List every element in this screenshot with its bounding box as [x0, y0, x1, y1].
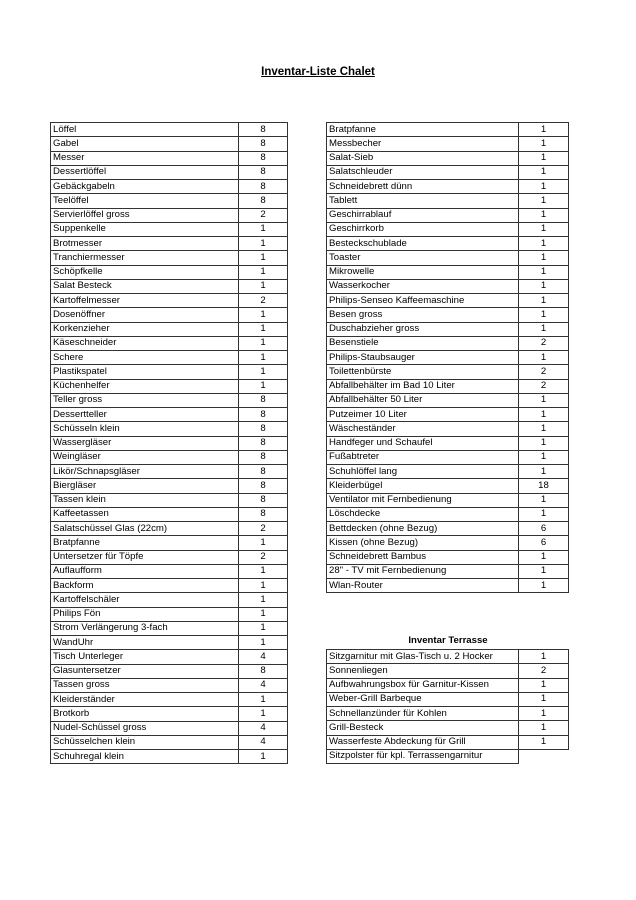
table-row [327, 237, 569, 251]
item-quantity [519, 749, 569, 763]
item-quantity: 1 [519, 308, 569, 322]
item-name: Besenstiele [327, 336, 519, 350]
table-row [327, 265, 569, 279]
table-row [327, 308, 569, 322]
table-row [327, 351, 569, 365]
item-name: Teller gross [51, 393, 239, 407]
table-row [51, 408, 288, 422]
item-quantity: 1 [519, 279, 569, 293]
table-row [51, 607, 288, 621]
item-quantity: 2 [239, 550, 288, 564]
item-quantity: 8 [239, 436, 288, 450]
item-name: Weingläser [51, 450, 239, 464]
table-row [51, 436, 288, 450]
item-name: Tablett [327, 194, 519, 208]
terrace-heading: Inventar Terrasse [408, 635, 488, 646]
item-name: Putzeimer 10 Liter [327, 408, 519, 422]
table-row [327, 194, 569, 208]
table-row [51, 750, 288, 764]
table-row [327, 151, 569, 165]
item-name: Gebäckgabeln [51, 180, 239, 194]
table-row [51, 137, 288, 151]
item-quantity: 2 [239, 208, 288, 222]
item-quantity: 1 [239, 536, 288, 550]
item-name: Schneidebrett Bambus [327, 550, 519, 564]
item-quantity: 1 [519, 550, 569, 564]
item-quantity: 8 [239, 479, 288, 493]
item-quantity: 1 [519, 436, 569, 450]
item-name: 28" - TV mit Fernbedienung [327, 564, 519, 578]
item-quantity: 8 [239, 137, 288, 151]
item-quantity: 1 [239, 636, 288, 650]
table-row [327, 450, 569, 464]
table-row [327, 123, 569, 137]
table-row [51, 678, 288, 692]
item-quantity: 1 [239, 579, 288, 593]
item-quantity: 1 [519, 692, 569, 706]
item-quantity: 2 [519, 365, 569, 379]
item-name: Kleiderständer [51, 693, 239, 707]
table-row [51, 465, 288, 479]
item-name: Schuhlöffel lang [327, 465, 519, 479]
item-quantity: 1 [519, 650, 569, 664]
item-name: Schüsseln klein [51, 422, 239, 436]
item-quantity: 1 [239, 621, 288, 635]
table-row [51, 564, 288, 578]
item-name: Backform [51, 579, 239, 593]
item-name: Messbecher [327, 137, 519, 151]
item-quantity: 1 [519, 393, 569, 407]
item-name: Wlan-Router [327, 579, 519, 593]
table-row [327, 137, 569, 151]
item-name: Kissen (ohne Bezug) [327, 536, 519, 550]
item-quantity: 8 [239, 450, 288, 464]
table-row [327, 493, 569, 507]
item-quantity: 8 [239, 493, 288, 507]
item-name: Wasserfeste Abdeckung für Grill [327, 735, 519, 749]
table-row [51, 379, 288, 393]
item-name: Schere [51, 351, 239, 365]
item-name: Schöpfkelle [51, 265, 239, 279]
item-quantity: 8 [239, 393, 288, 407]
item-quantity: 2 [519, 664, 569, 678]
item-name: Wasserkocher [327, 279, 519, 293]
table-row [327, 379, 569, 393]
item-quantity: 1 [239, 237, 288, 251]
item-name: Gabel [51, 137, 239, 151]
item-quantity: 1 [239, 279, 288, 293]
item-quantity: 1 [239, 707, 288, 721]
item-quantity: 1 [519, 322, 569, 336]
table-row [327, 707, 569, 721]
item-quantity: 8 [239, 165, 288, 179]
table-row [327, 322, 569, 336]
table-row [51, 194, 288, 208]
item-name: Küchenhelfer [51, 379, 239, 393]
item-name: Brotkorb [51, 707, 239, 721]
table-row [51, 721, 288, 735]
item-name: Grill-Besteck [327, 721, 519, 735]
item-quantity: 1 [519, 180, 569, 194]
item-quantity: 1 [519, 579, 569, 593]
item-quantity: 1 [239, 251, 288, 265]
item-quantity: 4 [239, 721, 288, 735]
item-name: Abfallbehälter 50 Liter [327, 393, 519, 407]
table-row [51, 650, 288, 664]
item-name: Salatschleuder [327, 165, 519, 179]
table-row [51, 222, 288, 236]
inventory-table-terrace [326, 649, 569, 764]
item-quantity: 2 [519, 336, 569, 350]
item-quantity: 1 [239, 222, 288, 236]
table-row [51, 593, 288, 607]
item-name: WandUhr [51, 636, 239, 650]
item-name: Kartoffelmesser [51, 294, 239, 308]
item-quantity: 18 [519, 479, 569, 493]
item-quantity: 1 [239, 365, 288, 379]
page-title: Inventar-Liste Chalet [261, 66, 375, 78]
item-quantity: 2 [239, 522, 288, 536]
table-row [327, 251, 569, 265]
item-name: Strom Verlängerung 3-fach [51, 621, 239, 635]
table-row [327, 208, 569, 222]
table-row [51, 351, 288, 365]
item-quantity: 1 [519, 151, 569, 165]
item-quantity: 6 [519, 536, 569, 550]
item-quantity: 1 [519, 422, 569, 436]
item-name: Schuhregal klein [51, 750, 239, 764]
table-row [51, 493, 288, 507]
item-name: Schüsselchen klein [51, 735, 239, 749]
table-row [51, 664, 288, 678]
item-name: Schneidebrett dünn [327, 180, 519, 194]
table-row [51, 237, 288, 251]
item-quantity: 1 [239, 351, 288, 365]
item-quantity: 1 [519, 721, 569, 735]
item-name: Schnellanzünder für Kohlen [327, 707, 519, 721]
item-name: Dosenöffner [51, 308, 239, 322]
item-quantity: 1 [519, 735, 569, 749]
table-row [327, 536, 569, 550]
table-row [51, 123, 288, 137]
table-row [51, 450, 288, 464]
table-row [327, 365, 569, 379]
item-quantity: 8 [239, 422, 288, 436]
item-name: Sitzgarnitur mit Glas-Tisch u. 2 Hocker [327, 650, 519, 664]
table-row [327, 650, 569, 664]
item-name: Brotmesser [51, 237, 239, 251]
item-name: Sitzpolster für kpl. Terrassengarnitur [327, 749, 519, 763]
item-name: Käseschneider [51, 336, 239, 350]
item-quantity: 1 [239, 265, 288, 279]
item-quantity: 1 [239, 693, 288, 707]
table-row [51, 294, 288, 308]
table-row [51, 322, 288, 336]
item-name: Philips Fön [51, 607, 239, 621]
item-quantity: 1 [519, 564, 569, 578]
item-name: Teelöffel [51, 194, 239, 208]
item-quantity: 2 [519, 379, 569, 393]
table-row [327, 465, 569, 479]
inventory-table-left [50, 122, 288, 764]
table-row [327, 422, 569, 436]
item-quantity: 1 [519, 251, 569, 265]
item-name: Handfeger und Schaufel [327, 436, 519, 450]
table-row [51, 735, 288, 749]
item-name: Wassergläser [51, 436, 239, 450]
item-quantity: 1 [519, 351, 569, 365]
item-name: Aufbwahrungsbox für Garnitur-Kissen [327, 678, 519, 692]
item-quantity: 1 [519, 493, 569, 507]
item-name: Glasuntersetzer [51, 664, 239, 678]
item-quantity: 8 [239, 180, 288, 194]
item-name: Ventilator mit Fernbedienung [327, 493, 519, 507]
item-quantity: 1 [519, 137, 569, 151]
inventory-table-right [326, 122, 569, 593]
table-row [327, 721, 569, 735]
item-name: Fußabtreter [327, 450, 519, 464]
table-row [51, 265, 288, 279]
item-quantity: 1 [239, 750, 288, 764]
item-quantity: 1 [519, 222, 569, 236]
item-name: Abfallbehälter im Bad 10 Liter [327, 379, 519, 393]
item-name: Likör/Schnapsgläser [51, 465, 239, 479]
item-name: Philips-Staubsauger [327, 351, 519, 365]
item-quantity: 4 [239, 650, 288, 664]
item-name: Toaster [327, 251, 519, 265]
item-name: Untersetzer für Töpfe [51, 550, 239, 564]
item-quantity: 1 [239, 322, 288, 336]
item-name: Kartoffelschäler [51, 593, 239, 607]
table-row [327, 550, 569, 564]
item-name: Tassen gross [51, 678, 239, 692]
table-row [51, 165, 288, 179]
item-name: Dessertteller [51, 408, 239, 422]
table-row [51, 365, 288, 379]
table-row [51, 579, 288, 593]
item-name: Tassen klein [51, 493, 239, 507]
item-quantity: 8 [239, 507, 288, 521]
item-quantity: 1 [519, 707, 569, 721]
table-row [51, 208, 288, 222]
item-name: Geschirrkorb [327, 222, 519, 236]
table-row [51, 479, 288, 493]
item-name: Löschdecke [327, 507, 519, 521]
table-row [51, 536, 288, 550]
item-name: Servierlöffel gross [51, 208, 239, 222]
item-name: Kaffeetassen [51, 507, 239, 521]
item-quantity: 8 [239, 408, 288, 422]
table-row [51, 621, 288, 635]
table-row [327, 393, 569, 407]
table-row [51, 422, 288, 436]
item-quantity: 1 [519, 507, 569, 521]
item-name: Salat-Sieb [327, 151, 519, 165]
item-name: Biergläser [51, 479, 239, 493]
table-row [51, 550, 288, 564]
table-row [327, 479, 569, 493]
item-name: Plastikspatel [51, 365, 239, 379]
item-name: Besen gross [327, 308, 519, 322]
item-quantity: 1 [519, 194, 569, 208]
table-row [327, 222, 569, 236]
table-row [51, 507, 288, 521]
table-row [327, 692, 569, 706]
item-name: Mikrowelle [327, 265, 519, 279]
item-name: Salat Besteck [51, 279, 239, 293]
item-quantity: 1 [519, 465, 569, 479]
item-quantity: 8 [239, 664, 288, 678]
table-row [327, 522, 569, 536]
item-name: Philips-Senseo Kaffeemaschine [327, 294, 519, 308]
item-name: Messer [51, 151, 239, 165]
table-row [51, 279, 288, 293]
item-name: Kleiderbügel [327, 479, 519, 493]
item-name: Korkenzieher [51, 322, 239, 336]
item-quantity: 1 [239, 593, 288, 607]
table-row [51, 151, 288, 165]
table-row [327, 678, 569, 692]
item-name: Besteckschublade [327, 237, 519, 251]
table-row [327, 180, 569, 194]
item-quantity: 1 [519, 123, 569, 137]
table-row [327, 294, 569, 308]
item-quantity: 1 [239, 379, 288, 393]
item-name: Dessertlöffel [51, 165, 239, 179]
item-name: Toilettenbürste [327, 365, 519, 379]
item-quantity: 8 [239, 465, 288, 479]
item-quantity: 1 [519, 208, 569, 222]
table-row [51, 707, 288, 721]
table-row [327, 579, 569, 593]
table-row [51, 308, 288, 322]
table-row [51, 180, 288, 194]
item-name: Wäscheständer [327, 422, 519, 436]
table-row [327, 735, 569, 749]
table-row [327, 279, 569, 293]
item-name: Bettdecken (ohne Bezug) [327, 522, 519, 536]
table-row [327, 408, 569, 422]
item-quantity: 4 [239, 678, 288, 692]
item-quantity: 4 [239, 735, 288, 749]
item-name: Tranchiermesser [51, 251, 239, 265]
item-name: Nudel-Schüssel gross [51, 721, 239, 735]
item-quantity: 6 [519, 522, 569, 536]
item-quantity: 8 [239, 123, 288, 137]
item-quantity: 1 [239, 308, 288, 322]
item-quantity: 8 [239, 194, 288, 208]
item-quantity: 1 [519, 294, 569, 308]
item-quantity: 1 [239, 336, 288, 350]
item-quantity: 1 [519, 237, 569, 251]
table-row [327, 507, 569, 521]
item-quantity: 1 [519, 265, 569, 279]
table-row [51, 251, 288, 265]
table-row [51, 636, 288, 650]
item-name: Geschirrablauf [327, 208, 519, 222]
item-quantity: 8 [239, 151, 288, 165]
table-row [51, 336, 288, 350]
item-name: Löffel [51, 123, 239, 137]
item-name: Salatschüssel Glas (22cm) [51, 522, 239, 536]
table-row [51, 393, 288, 407]
table-row [327, 749, 569, 763]
item-quantity: 1 [519, 408, 569, 422]
item-quantity: 1 [519, 450, 569, 464]
item-name: Bratpfanne [327, 123, 519, 137]
item-quantity: 1 [519, 165, 569, 179]
table-row [327, 165, 569, 179]
table-row [51, 693, 288, 707]
table-row [327, 436, 569, 450]
item-name: Duschabzieher gross [327, 322, 519, 336]
table-row [327, 664, 569, 678]
table-row [51, 522, 288, 536]
item-name: Sonnenliegen [327, 664, 519, 678]
item-quantity: 1 [239, 607, 288, 621]
item-name: Suppenkelle [51, 222, 239, 236]
table-row [327, 564, 569, 578]
item-name: Weber-Grill Barbeque [327, 692, 519, 706]
item-quantity: 1 [239, 564, 288, 578]
item-quantity: 1 [519, 678, 569, 692]
item-name: Tisch Unterleger [51, 650, 239, 664]
item-name: Bratpfanne [51, 536, 239, 550]
item-name: Auflaufform [51, 564, 239, 578]
table-row [327, 336, 569, 350]
item-quantity: 2 [239, 294, 288, 308]
